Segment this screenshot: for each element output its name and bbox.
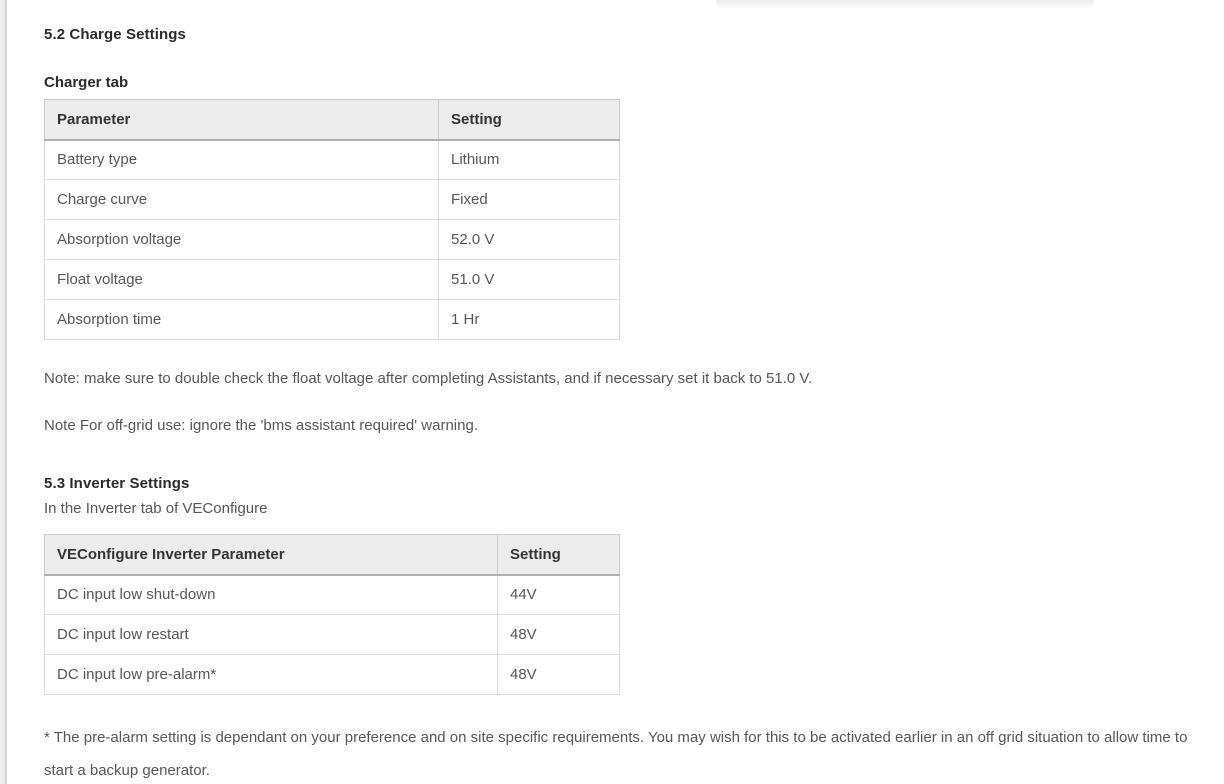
column-header-parameter: Parameter [45,100,439,140]
column-header-veconfigure-parameter: VEConfigure Inverter Parameter [45,535,498,575]
parameter-cell: DC input low shut-down [45,575,498,615]
inverter-settings-table [44,534,620,695]
parameter-cell: Float voltage [45,260,439,300]
pre-alarm-footnote: * The pre-alarm setting is dependant on your preference and on site specific requirements. You may wish for this to be activated earlier in an off grid situation to allow time to start a backup generator. [44,729,1188,779]
note-float-voltage: Note: make sure to double check the float voltage after completing Assistants, and if necessary set it back to 51.0 V. [44,370,813,387]
parameter-cell: DC input low restart [45,615,498,655]
setting-cell: Lithium [439,140,620,180]
parameter-cell: Battery type [45,140,439,180]
column-header-setting: Setting [439,100,620,140]
setting-cell: 51.0 V [439,260,620,300]
setting-cell: Fixed [439,180,620,220]
section-heading-5-3: 5.3 Inverter Settings [44,475,190,492]
parameter-cell: Charge curve [45,180,439,220]
table-row [45,300,620,340]
table-row [45,260,620,300]
table-header-row [45,100,620,140]
note-off-grid: Note For off-grid use: ignore the 'bms assistant required' warning. [44,417,478,434]
table-row [45,575,620,615]
setting-cell: 1 Hr [439,300,620,340]
setting-cell: 48V [498,615,620,655]
document-content [44,0,1192,784]
parameter-cell: Absorption time [45,300,439,340]
parameter-cell: Absorption voltage [45,220,439,260]
setting-cell: 52.0 V [439,220,620,260]
page-left-gutter [0,0,7,784]
table-row [45,615,620,655]
table-row [45,180,620,220]
charger-tab-label: Charger tab [44,74,129,91]
setting-cell: 48V [498,655,620,695]
charger-settings-table [44,99,620,340]
table-row [45,655,620,695]
column-header-setting: Setting [498,535,620,575]
table-header-row [45,535,620,575]
table-row [45,220,620,260]
section-heading-5-2: 5.2 Charge Settings [44,26,186,43]
inverter-subtext: In the Inverter tab of VEConfigure [44,500,268,517]
parameter-cell: DC input low pre-alarm* [45,655,498,695]
table-row [45,140,620,180]
setting-cell: 44V [498,575,620,615]
